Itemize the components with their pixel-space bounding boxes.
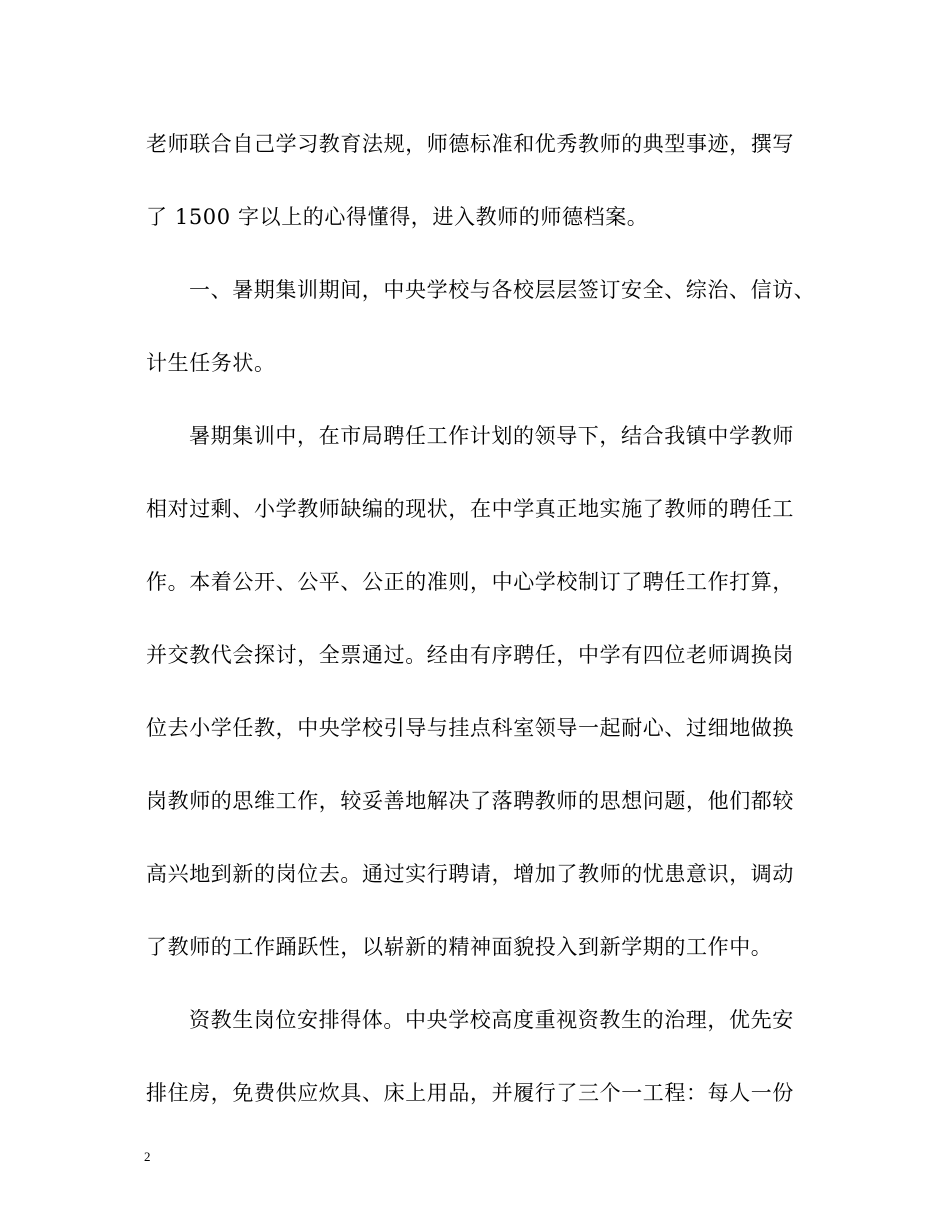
paragraph-first-line: 资教生岗位安排得体。中央学校高度重视资教生的治理，优先安 xyxy=(189,1008,794,1032)
paragraph-first-line: 暑期集训中，在市局聘任工作计划的领导下，结合我镇中学教师 xyxy=(189,424,794,448)
text-line: 高兴地到新的岗位去。通过实行聘请，增加了教师的忧患意识，调动 xyxy=(146,862,794,886)
text-line: 位去小学任教，中央学校引导与挂点科室领导一起耐心、过细地做换 xyxy=(146,716,794,740)
paragraph-first-line: 一、暑期集训期间，中央学校与各校层层签订安全、综治、信访、 xyxy=(189,278,816,302)
text-line: 计生任务状。 xyxy=(146,351,276,375)
text-line: 岗教师的思维工作，较妥善地解决了落聘教师的思想问题，他们都较 xyxy=(146,789,794,813)
text-line: 并交教代会探讨，全票通过。经由有序聘任，中学有四位老师调换岗 xyxy=(146,643,794,667)
text-line: 了教师的工作踊跃性，以崭新的精神面貌投入到新学期的工作中。 xyxy=(146,935,773,959)
text-line: 排住房，免费供应炊具、床上用品，并履行了三个一工程：每人一份 xyxy=(146,1081,794,1105)
text-line: 相对过剩、小学教师缺编的现状，在中学真正地实施了教师的聘任工 xyxy=(146,497,794,521)
text-line: 了 1500 字以上的心得懂得，进入教师的师德档案。 xyxy=(146,205,649,229)
text-line: 老师联合自己学习教育法规，师德标准和优秀教师的典型事迹，撰写 xyxy=(146,132,794,156)
page-number: 2 xyxy=(144,1149,151,1164)
text-line: 作。本着公开、公平、公正的准则，中心学校制订了聘任工作打算， xyxy=(146,570,794,594)
